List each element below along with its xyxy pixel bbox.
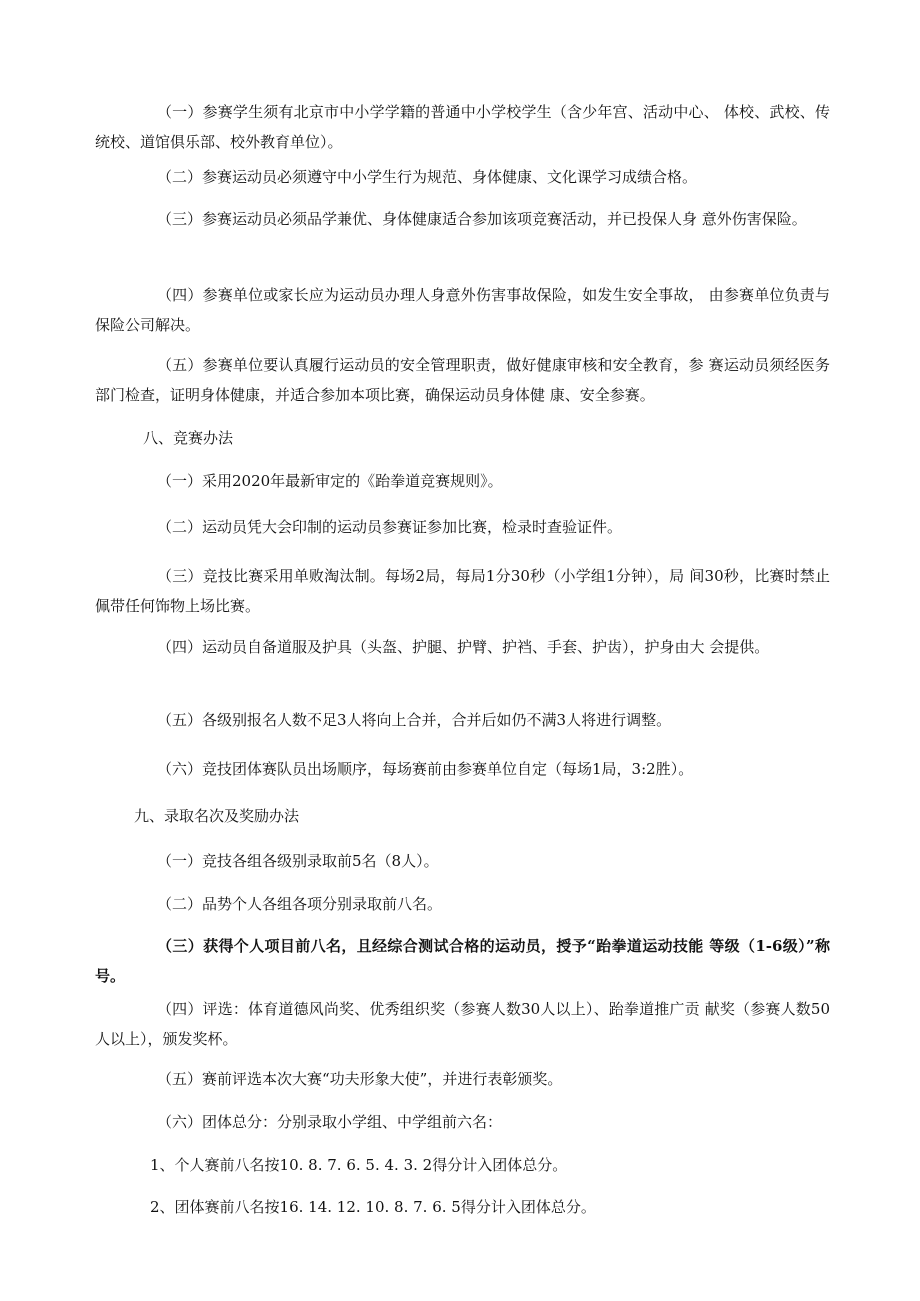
paragraph-awards-6: （六）团体总分：分别录取小学组、中学组前六名： bbox=[157, 1113, 503, 1131]
paragraph-eligibility-5: （五）参赛单位要认真履行运动员的安全管理职责，做好健康审核和安全教育，参 赛运动员须经医务部门检查，证明身体健康，并适合参加本项比赛，确保运动员身体健 康、安全参赛。 bbox=[95, 356, 830, 404]
paragraph-awards-1: （一）竞技各组各级别录取前5名（8人）。 bbox=[157, 852, 439, 870]
paragraph-eligibility-4: （四）参赛单位或家长应为运动员办理人身意外伤害事故保险，如发生安全事故， 由参赛单位负责与保险公司解决。 bbox=[95, 286, 830, 334]
section-heading-ranking-awards: 九、录取名次及奖励办法 bbox=[134, 807, 300, 825]
paragraph-method-5: （五）各级别报名人数不足3人将向上合并，合并后如仍不满3人将进行调整。 bbox=[157, 711, 672, 729]
paragraph-awards-3: （三）获得个人项目前八名，且经综合测试合格的运动员，授予“跆拳道运动技能 等级（1-6级）”称号。 bbox=[95, 937, 830, 985]
paragraph-method-1: （一）采用2020年最新审定的《跆拳道竞赛规则》。 bbox=[157, 472, 503, 490]
paragraph-eligibility-3: （三）参赛运动员必须品学兼优、身体健康适合参加该项竞赛活动，并已投保人身 意外伤害保险。 bbox=[157, 210, 807, 228]
paragraph-eligibility-1: （一）参赛学生须有北京市中小学学籍的普通中小学校学生（含少年宫、活动中心、 体校、武校、传统校、道馆俱乐部、校外教育单位）。 bbox=[95, 103, 830, 151]
section-heading-competition-method: 八、竞赛办法 bbox=[143, 429, 234, 447]
paragraph-awards-4: （四）评选：体育道德风尚奖、优秀组织奖（参赛人数30人以上）、跆拳道推广贡 献奖（参赛人数50人以上），颁发奖杯。 bbox=[95, 1000, 830, 1048]
paragraph-method-4: （四）运动员自备道服及护具（头盔、护腿、护臂、护裆、手套、护齿），护身由大 会提供。 bbox=[157, 638, 770, 656]
paragraph-awards-2: （二）品势个人各组各项分别录取前八名。 bbox=[157, 895, 443, 913]
list-item-team-scoring: 2、团体赛前八名按16. 14. 12. 10. 8. 7. 6. 5得分计入团体总分。 bbox=[150, 1198, 596, 1216]
paragraph-method-2: （二）运动员凭大会印制的运动员参赛证参加比赛，检录时查验证件。 bbox=[157, 518, 623, 536]
paragraph-method-6: （六）竞技团体赛队员出场顺序，每场赛前由参赛单位自定（每场1局，3:2胜）。 bbox=[157, 760, 694, 778]
paragraph-awards-5: （五）赛前评选本次大赛“功夫形象大使”，并进行表彰颁奖。 bbox=[157, 1070, 563, 1088]
paragraph-eligibility-2: （二）参赛运动员必须遵守中小学生行为规范、身体健康、文化课学习成绩合格。 bbox=[157, 168, 698, 186]
paragraph-method-3: （三）竞技比赛采用单败淘汰制。每场2局，每局1分30秒（小学组1分钟），局 间30秒，比赛时禁止佩带任何饰物上场比赛。 bbox=[95, 567, 830, 615]
list-item-individual-scoring: 1、个人赛前八名按10. 8. 7. 6. 5. 4. 3. 2得分计入团体总分。 bbox=[150, 1156, 568, 1174]
